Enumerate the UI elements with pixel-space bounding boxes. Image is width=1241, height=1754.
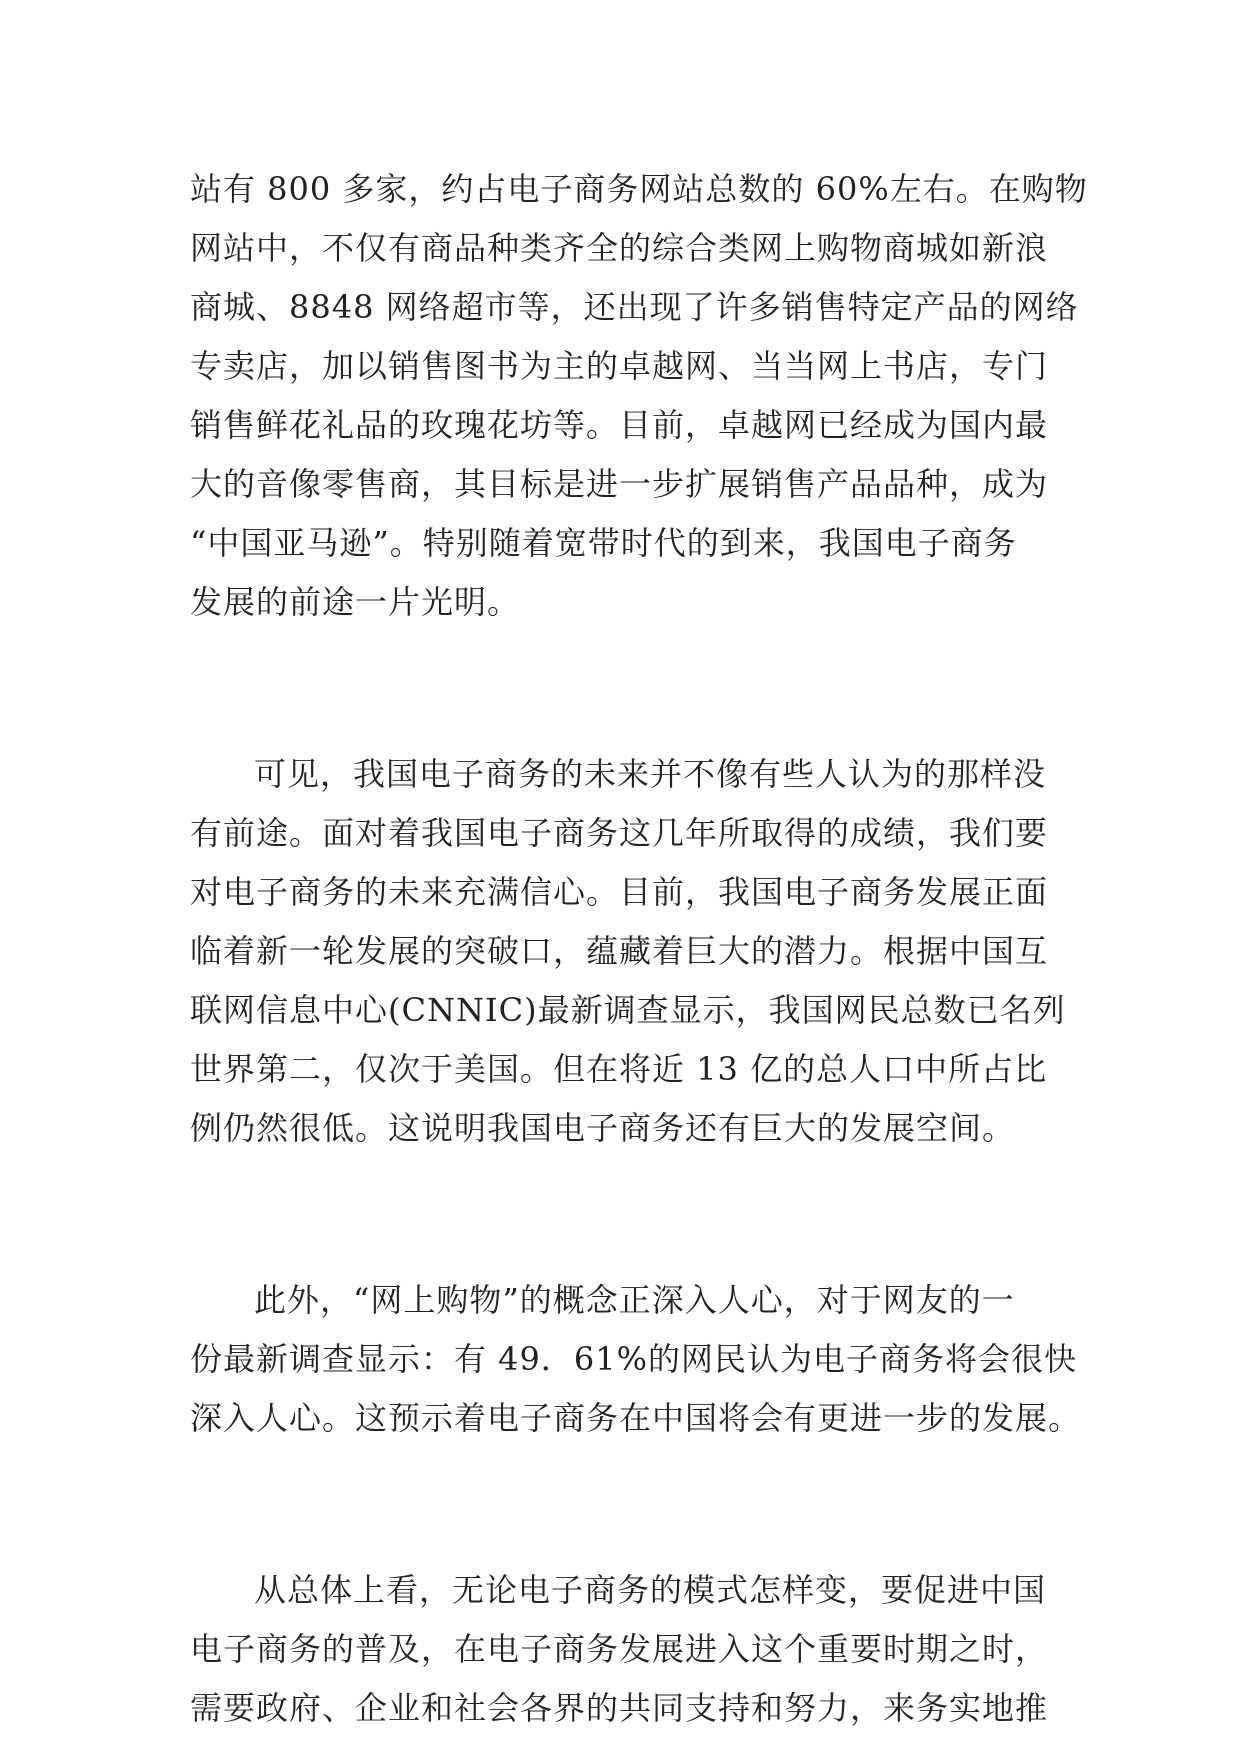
document-body bbox=[190, 160, 1088, 1738]
paragraph-line: 网站中，不仅有商品种类齐全的综合类网上购物商城如新浪 bbox=[190, 229, 1049, 267]
paragraph-3 bbox=[190, 1271, 1082, 1448]
paragraph-line: 电子商务的普及，在电子商务发展进入这个重要时期之时， bbox=[190, 1630, 1049, 1668]
paragraph-line: 发展的前途一片光明。 bbox=[190, 583, 521, 621]
paragraph-line: 份最新调查显示：有 49．61%的网民认为电子商务将会很快 bbox=[190, 1340, 1078, 1378]
paragraph-spacer bbox=[190, 632, 1060, 745]
paragraph-2 bbox=[190, 745, 1066, 1158]
paragraph-line: 临着新一轮发展的突破口，蕴藏着巨大的潜力。根据中国互 bbox=[190, 932, 1049, 970]
paragraph-line: 世界第二，仅次于美国。但在将近 13 亿的总人口中所占比 bbox=[190, 1050, 1048, 1088]
paragraph-4 bbox=[190, 1561, 1060, 1738]
paragraph-line: 站有 800 多家，约占电子商务网站总数的 60%左右。在购物 bbox=[190, 170, 1088, 208]
paragraph-line: 深入人心。这预示着电子商务在中国将会有更进一步的发展。 bbox=[190, 1399, 1082, 1437]
paragraph-line: 商城、8848 网络超市等，还出现了许多销售特定产品的网络 bbox=[190, 288, 1079, 326]
paragraph-spacer bbox=[190, 1448, 1060, 1561]
paragraph-line: 例仍然很低。这说明我国电子商务还有巨大的发展空间。 bbox=[190, 1109, 1016, 1147]
paragraph-line: 专卖店，加以销售图书为主的卓越网、当当网上书店，专门 bbox=[190, 347, 1049, 385]
paragraph-1 bbox=[190, 160, 1088, 632]
paragraph-line: 有前途。面对着我国电子商务这几年所取得的成绩，我们要 bbox=[190, 814, 1049, 852]
paragraph-spacer bbox=[190, 1158, 1060, 1271]
paragraph-first-line: 此外，“网上购物”的概念正深入人心，对于网友的一 bbox=[254, 1281, 1015, 1319]
paragraph-line: 需要政府、企业和社会各界的共同支持和努力，来务实地推 bbox=[190, 1689, 1049, 1727]
paragraph-line: 对电子商务的未来充满信心。目前，我国电子商务发展正面 bbox=[190, 873, 1049, 911]
paragraph-line: 大的音像零售商，其目标是进一步扩展销售产品品种，成为 bbox=[190, 465, 1049, 503]
paragraph-first-line: 从总体上看，无论电子商务的模式怎样变，要促进中国 bbox=[254, 1571, 1047, 1609]
paragraph-line: 销售鲜花礼品的玫瑰花坊等。目前，卓越网已经成为国内最 bbox=[190, 406, 1049, 444]
paragraph-line: 联网信息中心(CNNIC)最新调查显示，我国网民总数已名列 bbox=[190, 991, 1066, 1029]
paragraph-first-line: 可见，我国电子商务的未来并不像有些人认为的那样没 bbox=[254, 755, 1047, 793]
paragraph-line: “中国亚马逊”。特别随着宽带时代的到来，我国电子商务 bbox=[190, 524, 1017, 562]
